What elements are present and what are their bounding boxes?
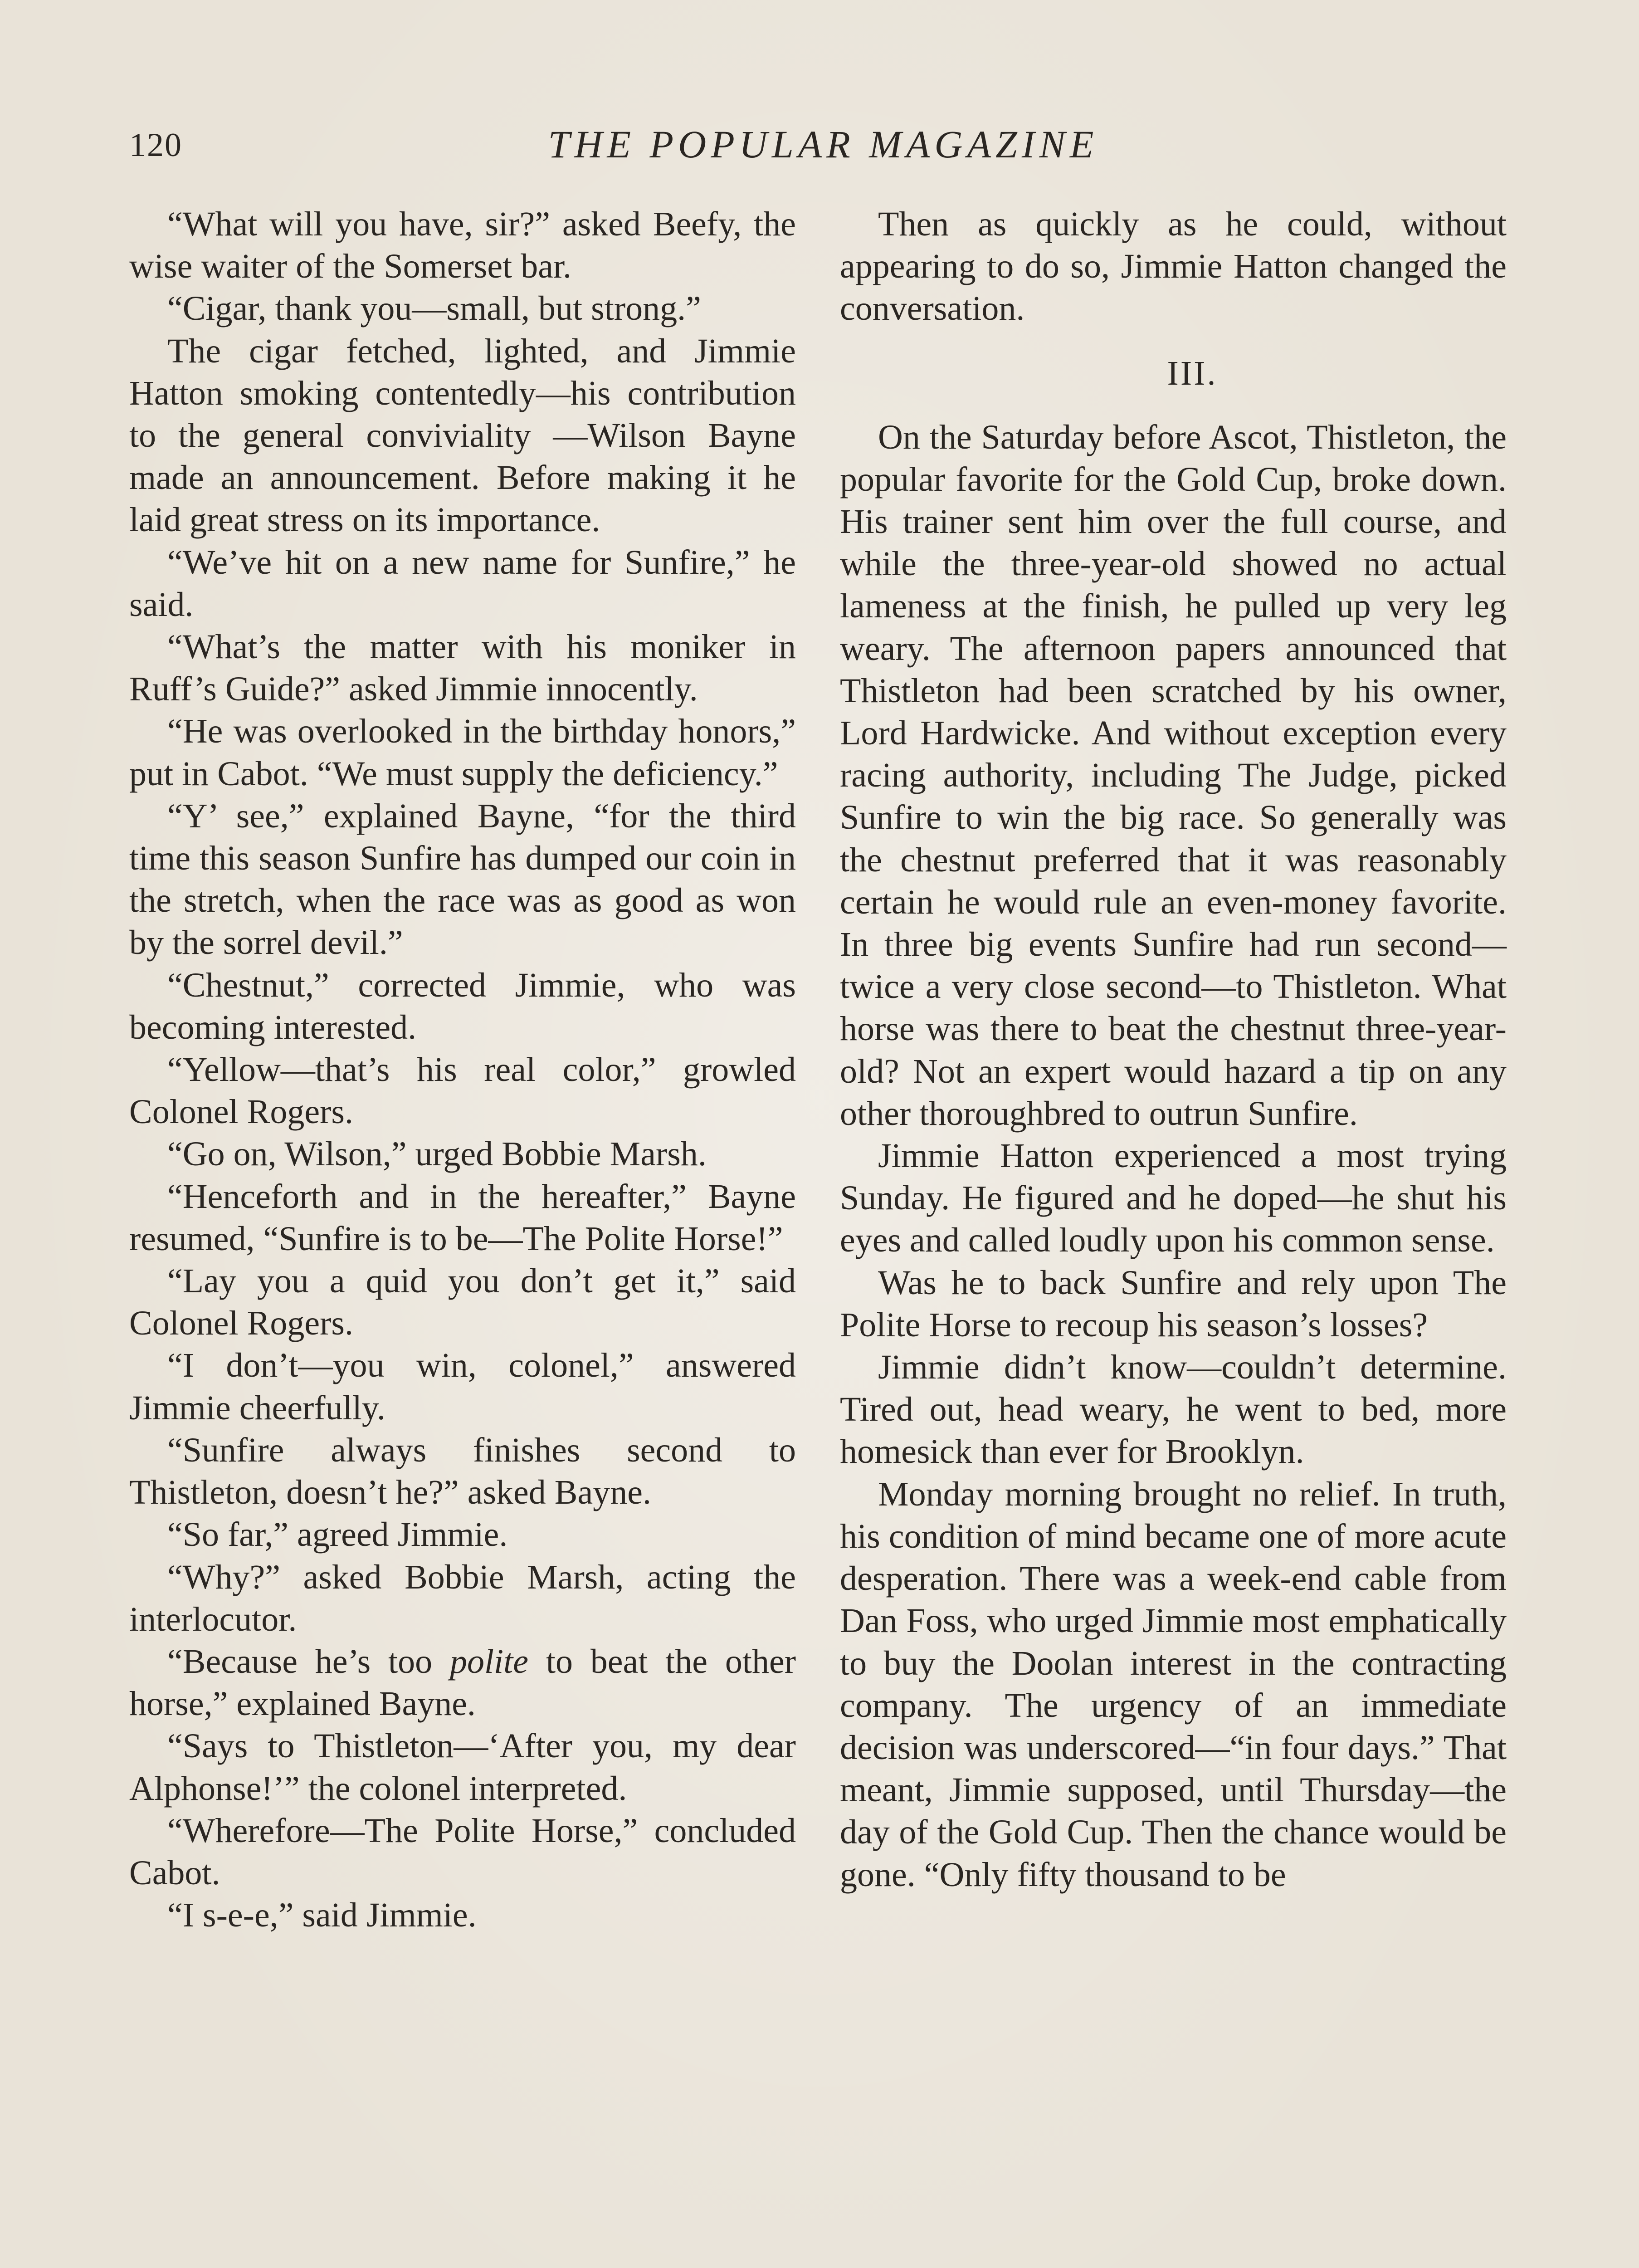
paragraph: “I s-e-e,” said Jimmie.	[167, 1896, 477, 1935]
text-run: “Because he’s too	[167, 1642, 450, 1681]
page-header	[129, 117, 1517, 167]
paragraph: “He was overlooked in the birthday honors,” put in Cabot. “We must supply the deficiency.”	[129, 712, 796, 793]
right-column	[840, 203, 1507, 1896]
paragraph: “Sunfire always finishes second to Thistleton, doesn’t he?” asked Bayne.	[129, 1431, 796, 1512]
paragraph: Monday morning brought no relief. In truth, his condition of mind became one of more acute desperation. There was a week-end cable from Dan Foss, who urged Jimmie most emphatically to buy the Doolan interest in the contracting company. The urgency of an immediate decision was underscored—“in four days.” That meant, Jimmie supposed, until Thursday—the day of the Gold Cup. Then the chance would be gone. “Only fifty thousand to be	[840, 1475, 1507, 1894]
running-title: THE POPULAR MAGAZINE	[548, 122, 1098, 166]
paragraph: “Lay you a quid you don’t get it,” said Colonel Rogers.	[129, 1262, 796, 1343]
paragraph-polite	[129, 1641, 796, 1725]
text-run: to beat the other horse,” explained Bayne.	[129, 1642, 796, 1723]
paragraph: “Why?” asked Bobbie Marsh, acting the interlocutor.	[129, 1558, 796, 1638]
page-number: 120	[129, 127, 182, 164]
italic-word: polite	[449, 1642, 529, 1681]
paragraph: “Says to Thistleton—‘After you, my dear Alphonse!’” the colonel interpreted.	[129, 1727, 796, 1808]
paragraph: “Wherefore—The Polite Horse,” concluded Cabot.	[129, 1811, 796, 1892]
paragraph: Then as quickly as he could, without appearing to do so, Jimmie Hatton changed the conversation.	[840, 205, 1507, 328]
paragraph: Jimmie didn’t know—couldn’t determine. Tired out, head weary, he went to bed, more homesick than ever for Brooklyn.	[840, 1348, 1507, 1471]
paragraph: On the Saturday before Ascot, Thistleton, the popular favorite for the Gold Cup, broke down. His trainer sent him over the full course, and while the three-year-old showed no actual lameness at the finish, he pulled up very leg weary. The afternoon papers announced that Thistleton had been scratched by his owner, Lord Hardwicke. And without exception every racing authority, including The Judge, picked Sunfire to win the big race. So generally was the chestnut preferred that it was reasonably certain he would rule an even-money favorite. In three big events Sunfire had run second—twice a very close second—to Thistleton. What horse was there to beat the chestnut three-year-old? Not an expert would hazard a tip on any other thoroughbred to outrun Sunfire.	[840, 418, 1507, 1133]
section-heading: III.	[1167, 354, 1218, 392]
paragraph: “We’ve hit on a new name for Sunfire,” he said.	[129, 543, 796, 624]
paragraph: The cigar fetched, lighted, and Jimmie Hatton smoking contentedly—his contribution to the general conviviality —Wilson Bayne made an announcement. Before making it he laid great stress on its importance.	[129, 332, 796, 539]
paragraph: “Y’ see,” explained Bayne, “for the third time this season Sunfire has dumped our coin in the stretch, when the race was as good as won by the sorrel devil.”	[129, 797, 796, 962]
paragraph: Was he to back Sunfire and rely upon The Polite Horse to recoup his season’s losses?	[840, 1263, 1507, 1344]
paragraph: “Chestnut,” corrected Jimmie, who was becoming interested.	[129, 966, 796, 1046]
paragraph: “What will you have, sir?” asked Beefy, the wise waiter of the Somerset bar.	[129, 205, 796, 286]
paragraph: “So far,” agreed Jimmie.	[167, 1515, 508, 1554]
paragraph: “I don’t—you win, colonel,” answered Jimmie cheerfully.	[129, 1346, 796, 1427]
paragraph: “Henceforth and in the hereafter,” Bayne resumed, “Sunfire is to be—The Polite Horse!”	[129, 1177, 796, 1258]
paragraph: “Yellow—that’s his real color,” growled Colonel Rogers.	[129, 1051, 796, 1131]
paragraph: “What’s the matter with his moniker in Ruff’s Guide?” asked Jimmie innocently.	[129, 628, 796, 709]
paragraph: “Cigar, thank you—small, but strong.”	[167, 289, 701, 328]
paragraph: “Go on, Wilson,” urged Bobbie Marsh.	[167, 1135, 707, 1173]
left-column	[129, 203, 796, 1936]
paragraph: Jimmie Hatton experienced a most trying Sunday. He figured and he doped—he shut his eyes and called loudly upon his common sense.	[840, 1137, 1507, 1260]
